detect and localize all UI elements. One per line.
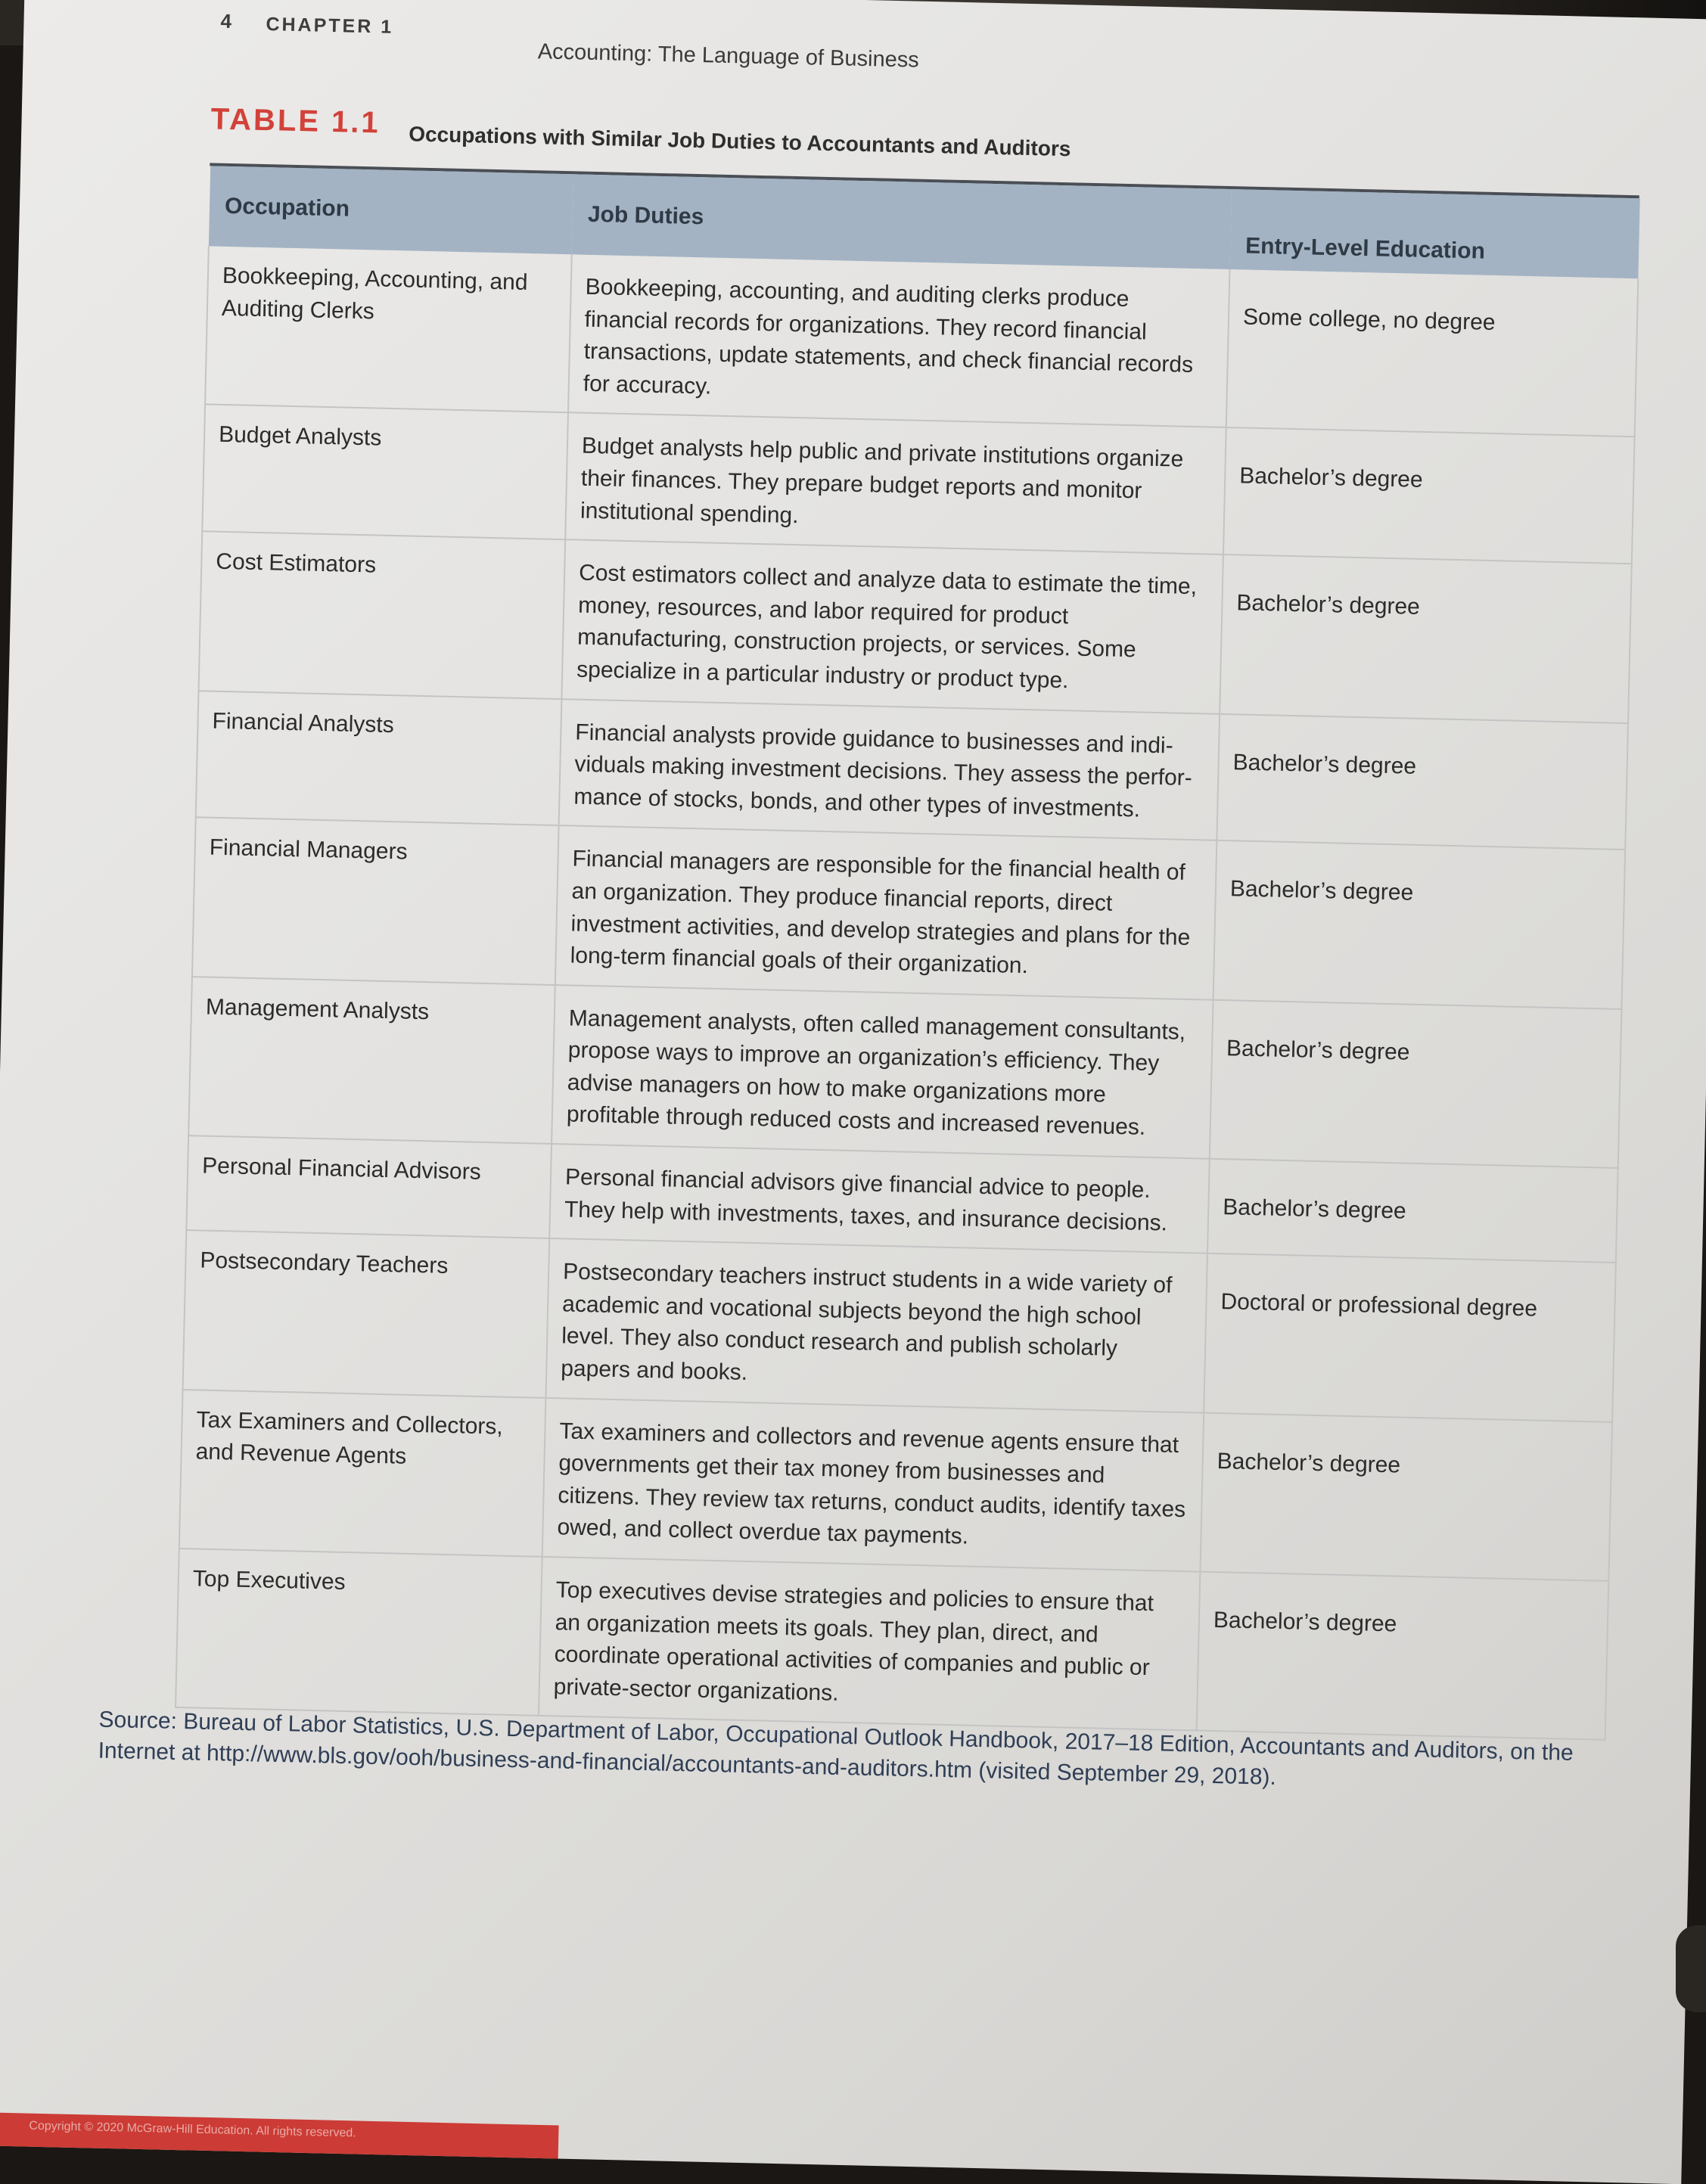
education-cell: Bachelor’s degree [1197, 1572, 1609, 1741]
table-row [183, 1230, 1616, 1421]
occupation-cell: Personal Financial Advisors [186, 1135, 552, 1238]
running-header [220, 10, 1666, 88]
binder-clip [1676, 1925, 1706, 2012]
education-cell: Bachelor’s degree [1217, 713, 1628, 850]
education-cell: Bachelor’s degree [1210, 999, 1622, 1168]
job-duties-cell: Budget analysts help public and private institutions organize their finances. They prepare budget reports and monitor institutional spending. [565, 413, 1226, 555]
occupation-cell: Management Analysts [188, 977, 555, 1144]
job-duties-cell: Financial managers are responsible for the financial health of an organization. They produce financial reports, direct investment activities, and develop strategies and plans for the long-term financial goals of their organization. [555, 825, 1217, 999]
occupation-cell: Bookkeeping, Accounting, and Auditing Clerks [205, 246, 572, 412]
table-row [192, 818, 1625, 1009]
education-cell: Bachelor’s degree [1200, 1412, 1612, 1581]
occupation-cell: Financial Managers [192, 818, 559, 985]
column-header-occupation: Occupation [209, 166, 573, 254]
occupation-cell: Top Executives [176, 1549, 542, 1716]
job-duties-cell: Financial analysts provide guidance to businesses and indi-viduals making investment decisions. They assess the perfor-mance of stocks, bonds, and other types of investments. [559, 699, 1220, 840]
table-label: TABLE 1.1 [210, 102, 381, 140]
table-caption: Occupations with Similar Job Duties to Accountants and Auditors [408, 122, 1071, 161]
occupations-table-container [175, 163, 1639, 1741]
table-row [205, 246, 1638, 436]
footer-copyright: Copyright © 2020 McGraw-Hill Education. All rights reserved. [29, 2119, 356, 2140]
occupation-cell: Budget Analysts [202, 405, 568, 540]
job-duties-cell: Cost estimators collect and analyze data to estimate the time, money, resources, and labor required for product manufacturing, construction projects, or services. Some specialize in a particular industry or product type. [561, 539, 1223, 713]
column-header-entry-level-education: Entry-Level Education [1229, 189, 1639, 278]
table-row [188, 977, 1621, 1168]
education-cell: Bachelor’s degree [1213, 840, 1626, 1009]
occupation-cell: Cost Estimators [199, 531, 566, 698]
page-content [29, 0, 1666, 2182]
job-duties-cell: Bookkeeping, accounting, and auditing clerks produce financial records for organizations. They record financial transactions, update statements, and check financial records for accuracy. [568, 254, 1230, 427]
running-title: Accounting: The Language of Business [537, 39, 920, 73]
source-note: Source: Bureau of Labor Statistics, U.S. Department of Labor, Occupational Outlook Handbook, 2017–18 Edition, Accountants and Auditors, on the Internet at http://www.bls.gov/ooh/business-and-financial/accountants-and-auditors.htm (visited September 29, 2018). [98, 1707, 1574, 1791]
job-duties-cell: Personal financial advisors give financial advice to people. They help with investments, taxes, and insurance decisions. [549, 1144, 1210, 1254]
table-row [199, 531, 1632, 722]
footer-band [0, 2111, 559, 2165]
education-cell: Bachelor’s degree [1223, 427, 1635, 564]
table-row [179, 1390, 1612, 1581]
job-duties-cell: Top executives devise strategies and policies to ensure that an organization meets its goals. They plan, direct, and coordinate operational activities of companies and public or private-sector organizations. [539, 1557, 1201, 1731]
education-cell: Some college, no degree [1226, 269, 1639, 437]
job-duties-cell: Management analysts, often called management consultants, propose ways to improve an organization’s efficiency. They advise managers on how to make organizations more profitable through reduced costs and increased revenues. [552, 985, 1213, 1159]
occupations-table [175, 166, 1641, 1741]
education-cell: Bachelor’s degree [1207, 1159, 1618, 1263]
education-cell: Doctoral or professional degree [1204, 1254, 1616, 1422]
occupation-cell: Tax Examiners and Collectors, and Revenue Agents [179, 1390, 546, 1557]
occupation-cell: Postsecondary Teachers [183, 1230, 550, 1397]
job-duties-cell: Postsecondary teachers instruct students in a wide variety of academic and vocational subjects beyond the high school level. They also conduct research and publish scholarly papers and books. [545, 1238, 1207, 1412]
occupation-cell: Financial Analysts [196, 691, 562, 826]
job-duties-cell: Tax examiners and collectors and revenue agents ensure that governments get their tax money from businesses and citizens. They review tax returns, conduct audits, identify taxes owed, and collect overdue tax payments. [542, 1398, 1204, 1572]
education-cell: Bachelor’s degree [1220, 555, 1632, 723]
page-number: 4 [220, 9, 232, 33]
chapter-label: CHAPTER 1 [266, 14, 394, 38]
column-header-job-duties: Job Duties [572, 174, 1232, 269]
